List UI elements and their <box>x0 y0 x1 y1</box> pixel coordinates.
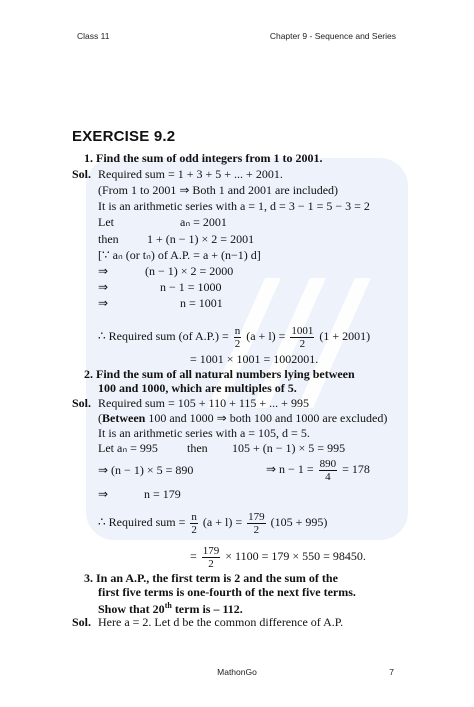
q2-line-6-arrow: ⇒ <box>98 487 109 501</box>
fraction-1001-over-2: $\frac{1001}{2}$ <box>291 324 314 350</box>
q2-line-4-then: then <box>187 441 208 455</box>
solution-label-1: Sol. <box>72 167 92 181</box>
q2-result: = $\frac{179}{2}$ × 1100 = 179 × 550 = 98450. <box>190 544 366 570</box>
q2-line-6-expr: n = 179 <box>144 487 181 501</box>
q2-line-4-expr: 105 + (n − 1) × 5 = 995 <box>232 441 346 455</box>
footer-brand: MathonGo <box>217 667 257 677</box>
q2-line-3: It is an arithmetic series with a = 105, d = 5. <box>98 426 310 440</box>
q1-line-4-expr: aₙ = 2001 <box>180 215 227 229</box>
q1-line-5-then: then <box>98 232 119 246</box>
fraction-890-over-4: $\frac{890}{4}$ <box>319 457 337 483</box>
q1-line-8-expr: n − 1 = 1000 <box>160 280 222 294</box>
fraction-n-over-2: $\frac{n}{2}$ <box>234 324 241 350</box>
q1-result: = 1001 × 1001 = 1002001. <box>190 352 319 366</box>
class-label: Class 11 <box>77 31 110 41</box>
q1-line-8-arrow: ⇒ <box>98 280 109 294</box>
q2-line-5-right: ⇒ n − 1 = $\frac{890}{4}$ = 178 <box>266 457 370 483</box>
q2-line-1: Required sum = 105 + 110 + 115 + ... + 995 <box>98 396 309 410</box>
q1-line-2: (From 1 to 2001 ⇒ Both 1 and 2001 are included) <box>98 183 339 197</box>
q1-line-3: It is an arithmetic series with a = 1, d = 3 − 1 = 5 − 3 = 2 <box>98 199 370 213</box>
q1-sum-line <box>98 322 370 350</box>
question-3-line-1: 3. In an A.P., the first term is 2 and the sum of the <box>84 571 338 585</box>
question-2-line-2: 100 and 1000, which are multiples of 5. <box>98 381 297 395</box>
q2-line-5-left: ⇒ (n − 1) × 5 = 890 <box>98 463 194 477</box>
q3-line-1: Here a = 2. Let d be the common difference of A.P. <box>98 615 344 629</box>
q1-line-4-let: Let <box>98 215 114 229</box>
fraction-179-over-2-b: $\frac{179}{2}$ <box>202 544 220 570</box>
q1-line-1: Required sum = 1 + 3 + 5 + ... + 2001. <box>98 167 283 181</box>
fraction-179-over-2: $\frac{179}{2}$ <box>248 510 265 536</box>
q2-line-2: (Between 100 and 1000 ⇒ both 100 and 1000 are excluded) <box>98 411 388 425</box>
page-number: 7 <box>389 667 394 677</box>
question-1: 1. Find the sum of odd integers from 1 to 2001. <box>84 151 323 165</box>
chapter-label: Chapter 9 - Sequence and Series <box>269 31 396 41</box>
q1-line-9-arrow: ⇒ <box>98 296 109 310</box>
q2-line-4-let: Let aₙ = 995 <box>98 441 158 455</box>
q1-sum-prefix: ∴ Required sum (of A.P.) = <box>98 329 229 343</box>
fraction-n-over-2-b: $\frac{n}{2}$ <box>191 510 197 536</box>
q1-line-9-expr: n = 1001 <box>180 296 223 310</box>
solution-label-3: Sol. <box>72 615 92 629</box>
q1-line-5-expr: 1 + (n − 1) × 2 = 2001 <box>147 232 255 246</box>
solution-label-2: Sol. <box>72 396 92 410</box>
q2-sum-line: ∴ Required sum = $\frac{n}{2}$ (a + l) = $\frac{179}{2}$ (105 + 995) <box>98 510 328 536</box>
exercise-title: EXERCISE 9.2 <box>72 128 176 145</box>
q1-line-6: [∵ aₙ (or tₙ) of A.P. = a + (n−1) d] <box>98 248 261 262</box>
question-3-line-2: first five terms is one-fourth of the next five terms. <box>98 585 356 599</box>
q1-sum-mid: (a + l) = <box>246 329 286 343</box>
question-3-line-3: Show that 20th term is – 112. <box>98 601 243 616</box>
question-2-line-1: 2. Find the sum of all natural numbers lying between <box>84 367 355 381</box>
q1-line-7-arrow: ⇒ <box>98 264 109 278</box>
q1-sum-end: (1 + 2001) <box>319 329 371 343</box>
q1-line-7-expr: (n − 1) × 2 = 2000 <box>145 264 234 278</box>
